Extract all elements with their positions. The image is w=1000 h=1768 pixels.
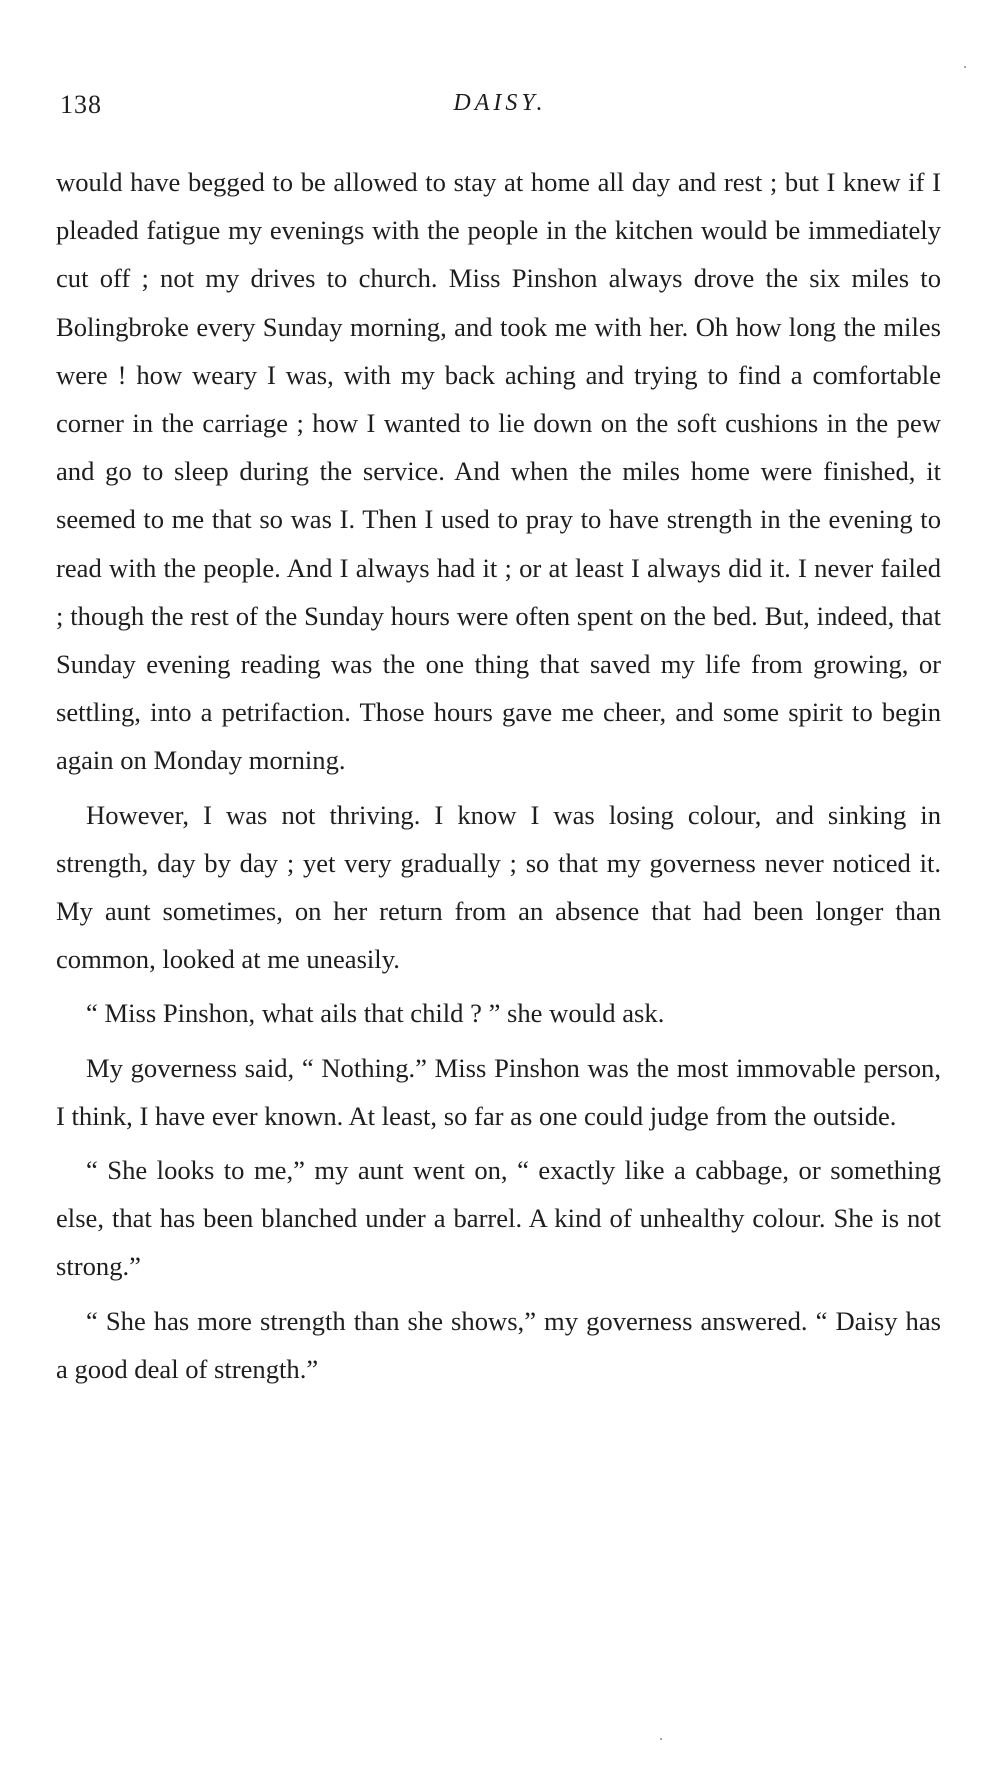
paragraph-continuation: would have begged to be allowed to stay at home all day and rest ; but I knew if I pleaded fatigue my evenings with the people in the kitchen would be immediately cut off ; not my drives to church. Miss Pinshon always drove the six miles to Bolingbroke every Sunday morning, and took me with her. Oh how long the miles were ! how weary I was, with my back aching and trying to find a comfortable corner in the carriage ; how I wanted to lie down on the soft cushions in the pew and go to sleep during the service. And when the miles home were finished, it seemed to me that so was I. Then I used to pray to have strength in the evening to read with the people. And I always had it ; or at least I always did it. I never failed ; though the rest of the Sunday hours were often spent on the bed. But, indeed, that Sunday evening reading was the one thing that saved my life from growing, or settling, into a petrifaction. Those hours gave me cheer, and some spirit to begin again on Monday morning. bbox=[56, 167, 941, 776]
paper-speck bbox=[964, 66, 966, 68]
page-number: 138 bbox=[60, 90, 102, 119]
paragraph-dialogue: “ She looks to me,” my aunt went on, “ exactly like a cabbage, or something else, that has been blanched under a barrel. A kind of unhealthy colour. She is not strong.” bbox=[56, 1155, 941, 1282]
paragraph: My governess said, “ Nothing.” Miss Pinshon was the most immovable person, I think, I have ever known. At least, so far as one could judge from the outside. bbox=[56, 1052, 941, 1131]
running-title: DAISY. bbox=[453, 90, 547, 116]
paper-speck bbox=[660, 1738, 662, 1740]
paragraph-dialogue: “ Miss Pinshon, what ails that child ? ” she would ask. bbox=[86, 998, 665, 1029]
paragraph: However, I was not thriving. I know I was losing colour, and sinking in strength, day by day ; yet very gradually ; so that my governess never noticed it. My aunt sometimes, on her return from an absence that had been longer than common, looked at me uneasily. bbox=[56, 799, 941, 975]
body-text bbox=[56, 158, 941, 1399]
running-head bbox=[60, 90, 940, 130]
paragraph-dialogue: “ She has more strength than she shows,” my governess answered. “ Daisy has a good deal of strength.” bbox=[56, 1305, 941, 1384]
